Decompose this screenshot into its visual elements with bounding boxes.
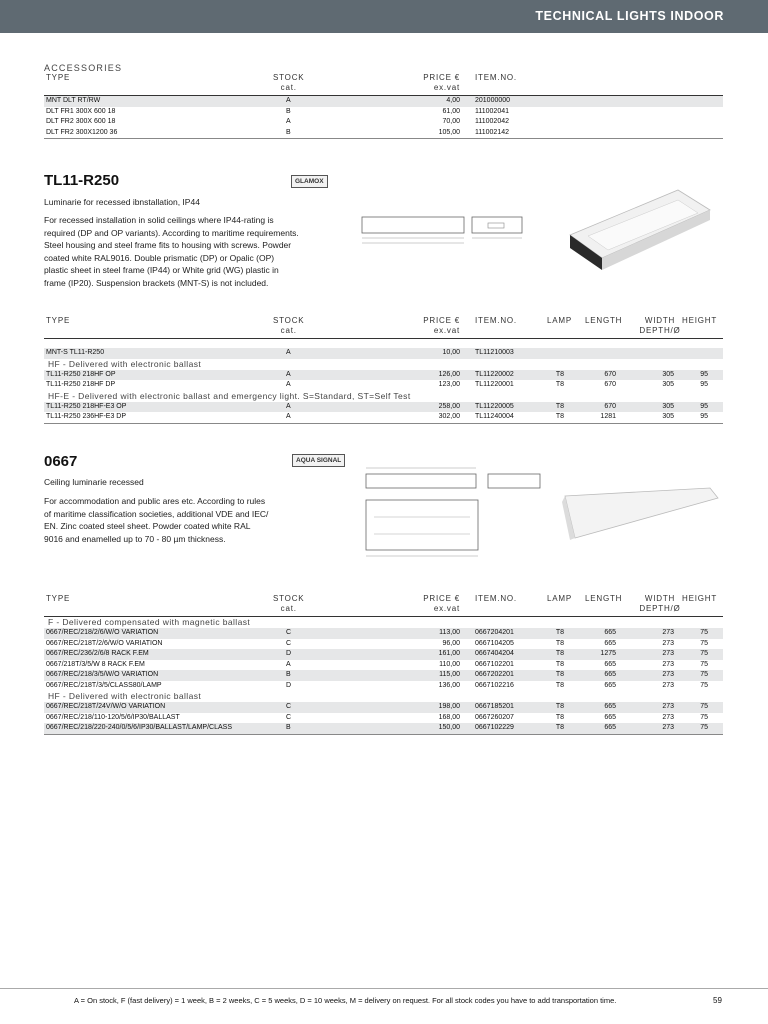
- cell-width: 273: [662, 650, 674, 657]
- description-line: of maritime classification societies, additional VDE and IEC/: [44, 508, 269, 519]
- cell-price: 136,00: [438, 681, 460, 689]
- cell-item: 0667102216: [475, 681, 514, 689]
- table-row: [44, 117, 723, 128]
- cell-length: 665: [604, 660, 616, 668]
- cell-type: DLT FR1 300X 600 18: [46, 107, 116, 115]
- cell-length: 665: [604, 724, 616, 731]
- cell-length: 665: [604, 629, 616, 636]
- cell-item: 111002041: [475, 107, 509, 115]
- description-line: Steel housing and steel frame fits to housing with screws. Powder: [44, 240, 292, 251]
- accessories-caption: ACCESSORIES: [44, 63, 123, 73]
- col-lamp: LAMP: [547, 594, 572, 603]
- cell-type: TL11-R250 218HF DP: [46, 381, 116, 388]
- col-item: ITEM.NO.: [475, 594, 517, 603]
- p0667-table-header: [44, 594, 723, 617]
- header-banner: [0, 0, 768, 33]
- cell-lamp: T8: [555, 413, 565, 420]
- table-row: [44, 681, 723, 692]
- cell-price: 150,00: [438, 724, 460, 731]
- table-row: [44, 128, 723, 139]
- col-price: PRICE € ex.vat: [423, 73, 460, 92]
- col-length: LENGTH: [585, 594, 623, 603]
- cell-lamp: T8: [555, 713, 565, 721]
- description-line: EN. Zinc coated steel sheet. Powder coated white RAL: [44, 521, 251, 532]
- table-row: [44, 412, 723, 423]
- page-number: 59: [713, 996, 722, 1005]
- description-line: coated white RAL9016. Double prismatic (DP) or Opalic (OP): [44, 252, 275, 263]
- cell-height: 75: [700, 681, 708, 689]
- col-price: PRICE € ex.vat: [423, 594, 460, 613]
- cell-width: 273: [662, 681, 674, 689]
- cell-type: 0667/REC/236/2/6/8 RACK F.EM: [46, 650, 149, 657]
- cell-type: DLT FR2 300X1200 36: [46, 128, 118, 136]
- cell-lamp: T8: [555, 660, 565, 668]
- tl11-title: TL11-R250: [44, 172, 120, 189]
- cell-price: 115,00: [439, 671, 460, 678]
- cell-type: 0667/REC/218/2/6/W/O VARIATION: [46, 629, 159, 636]
- cell-price: 302,00: [438, 413, 460, 420]
- table-row: [44, 723, 723, 734]
- cell-item: 201000000: [475, 97, 511, 104]
- cell-type: 0667/REC/218T/24V/W/O VARIATION: [46, 703, 166, 710]
- cell-stock: A: [286, 660, 291, 668]
- cell-length: 1275: [600, 650, 616, 657]
- row-divider: [44, 734, 723, 735]
- cell-lamp: T8: [555, 703, 565, 710]
- cell-width: 273: [662, 713, 674, 721]
- cell-type: 0667/REC/218T/3/5/CLASS80/LAMP: [46, 681, 162, 689]
- col-item: ITEM.NO.: [475, 316, 517, 325]
- col-lamp: LAMP: [547, 316, 572, 325]
- cell-price: 110,00: [439, 660, 460, 668]
- tl11-table: [44, 316, 723, 424]
- cell-price: 61,00: [442, 107, 460, 115]
- cell-type: TL11-R250 236HF-E3 DP: [46, 413, 127, 420]
- cell-height: 95: [700, 370, 708, 378]
- cell-lamp: T8: [555, 402, 565, 410]
- cell-lamp: T8: [555, 724, 565, 731]
- cell-stock: A: [286, 349, 291, 356]
- accessories-table-header: [44, 73, 723, 96]
- cell-width: 305: [662, 402, 674, 410]
- table-row: [44, 628, 723, 639]
- cell-type: DLT FR2 300X 600 18: [46, 118, 116, 125]
- p0667-table: [44, 594, 723, 735]
- cell-width: 273: [662, 639, 674, 647]
- col-type: TYPE: [46, 594, 71, 603]
- cell-type: 0667/REC/218/3/5/W/O VARIATION: [46, 671, 159, 678]
- cell-width: 273: [662, 660, 674, 668]
- description-line: plastic sheet in steel frame (IP44) or White grid (WG) plastic in: [44, 265, 279, 276]
- col-type: TYPE: [46, 316, 71, 325]
- cell-price: 126,00: [438, 370, 460, 378]
- p0667-technical-drawing: [360, 462, 550, 562]
- cell-price: 198,00: [438, 703, 460, 710]
- col-stock: STOCK cat.: [273, 316, 305, 335]
- cell-type: 0667/REC/218/110-120/5/6/IP30/BALLAST: [46, 713, 180, 721]
- cell-type: MNT-S TL11-R250: [46, 349, 105, 356]
- cell-height: 95: [700, 402, 708, 410]
- cell-width: 273: [662, 629, 674, 636]
- table-row: [44, 402, 723, 413]
- table-row: [44, 370, 723, 381]
- cell-type: MNT DLT RT/RW: [46, 97, 101, 104]
- cell-lamp: T8: [555, 370, 565, 378]
- cell-stock: D: [286, 650, 292, 657]
- p0667-product-photo: [560, 478, 720, 548]
- cell-height: 75: [700, 660, 708, 668]
- row-divider: [44, 423, 723, 424]
- cell-stock: B: [286, 724, 291, 731]
- header-title: TECHNICAL LIGHTS INDOOR: [535, 9, 724, 23]
- aqua-signal-logo: AQUA SIGNAL: [292, 454, 345, 467]
- cell-item: 111002142: [475, 128, 509, 136]
- tl11-technical-drawing: [360, 205, 530, 255]
- tl11-rows: [44, 348, 723, 424]
- cell-price: 105,00: [438, 128, 460, 136]
- col-stock: STOCK cat.: [273, 594, 305, 613]
- cell-price: 168,00: [438, 713, 460, 721]
- cell-height: 75: [700, 650, 708, 657]
- cell-item: TL11220005: [475, 402, 514, 410]
- cell-stock: A: [286, 402, 291, 410]
- cell-width: 273: [662, 671, 674, 678]
- col-stock: STOCK cat.: [273, 73, 305, 92]
- cell-type: TL11-R250 218HF OP: [46, 370, 116, 378]
- cell-price: 258,00: [438, 402, 460, 410]
- cell-length: 665: [604, 639, 616, 647]
- cell-price: 96,00: [442, 639, 460, 647]
- cell-item: 0667202201: [475, 671, 514, 678]
- cell-item: TL11220001: [475, 381, 514, 388]
- cell-lamp: T8: [555, 629, 565, 636]
- cell-price: 4,00: [446, 97, 460, 104]
- cell-height: 75: [700, 671, 708, 678]
- cell-lamp: T8: [555, 681, 565, 689]
- cell-price: 113,00: [439, 629, 460, 636]
- cell-stock: A: [286, 381, 291, 388]
- cell-type: 0667/REC/218/220-240/0/5/6/IP30/BALLAST/LAMP/CLASS: [46, 724, 233, 731]
- cell-item: 0667260207: [475, 713, 514, 721]
- cell-stock: A: [286, 370, 291, 378]
- table-row: [44, 380, 723, 391]
- cell-item: 111002042: [475, 118, 509, 125]
- cell-height: 75: [700, 713, 708, 721]
- p0667-description: [44, 495, 344, 545]
- cell-length: 670: [604, 402, 616, 410]
- cell-item: TL11210003: [475, 349, 514, 356]
- cell-stock: C: [286, 703, 292, 710]
- table-row: [44, 639, 723, 650]
- cell-price: 70,00: [442, 118, 460, 125]
- col-height: HEIGHT: [682, 594, 718, 603]
- cell-stock: B: [286, 128, 291, 136]
- cell-stock: C: [286, 713, 292, 721]
- tl11-table-header: [44, 316, 723, 339]
- cell-item: 0667102201: [475, 660, 514, 668]
- tl11-description: [44, 214, 344, 290]
- table-row: [44, 348, 723, 359]
- cell-lamp: T8: [555, 381, 565, 388]
- p0667-rows: [44, 617, 723, 735]
- table-row: [44, 649, 723, 660]
- table-row: [44, 702, 723, 713]
- cell-lamp: T8: [555, 671, 565, 678]
- cell-item: TL11220002: [475, 370, 514, 378]
- group-heading: HF - Delivered with electronic ballast: [48, 358, 202, 369]
- cell-height: 75: [700, 703, 708, 710]
- cell-height: 75: [700, 639, 708, 647]
- cell-stock: C: [286, 639, 292, 647]
- col-width: WIDTH DEPTH/Ø: [639, 316, 681, 335]
- footer-divider: [0, 988, 768, 989]
- cell-type: 0667/218T/3/5/W 8 RACK F.EM: [46, 660, 145, 668]
- col-price: PRICE € ex.vat: [423, 316, 460, 335]
- description-line: For recessed installation in solid ceilings where IP44-rating is: [44, 215, 274, 225]
- cell-price: 10,00: [442, 349, 460, 356]
- cell-stock: A: [286, 97, 291, 104]
- cell-stock: D: [286, 681, 292, 689]
- glamox-logo: GLAMOX: [291, 175, 328, 188]
- description-line: frame (IP20). Suspension brackets (MNT-S) is not included.: [44, 277, 269, 288]
- cell-item: 0667404204: [475, 650, 514, 657]
- cell-price: 161,00: [438, 650, 460, 657]
- tl11-product-photo: [560, 180, 720, 280]
- cell-lamp: T8: [555, 650, 565, 657]
- description-line: For accommodation and public ares etc. According to rules: [44, 496, 266, 506]
- cell-height: 95: [700, 381, 708, 388]
- cell-width: 305: [662, 381, 674, 388]
- table-row: [44, 670, 723, 681]
- cell-type: TL11-R250 218HF-E3 OP: [46, 402, 127, 410]
- p0667-title: 0667: [44, 453, 78, 470]
- cell-item: TL11240004: [475, 413, 514, 420]
- cell-length: 665: [604, 703, 616, 710]
- cell-stock: A: [286, 118, 291, 125]
- cell-price: 123,00: [438, 381, 460, 388]
- cell-length: 665: [604, 713, 616, 721]
- row-divider: [44, 138, 723, 139]
- description-line: 9016 and enamelled up to 70 - 80 µm thickness.: [44, 533, 226, 544]
- cell-length: 665: [604, 681, 616, 689]
- cell-lamp: T8: [555, 639, 565, 647]
- table-row: [44, 713, 723, 724]
- cell-stock: C: [286, 629, 292, 636]
- group-heading: HF-E - Delivered with electronic ballast and emergency light. S=Standard, ST=Self Test: [48, 390, 411, 401]
- col-height: HEIGHT: [682, 316, 718, 325]
- cell-stock: B: [286, 671, 291, 678]
- cell-type: 0667/REC/218T/2/6/W/O VARIATION: [46, 639, 163, 647]
- cell-item: 0667185201: [475, 703, 514, 710]
- footer-stock-note: A = On stock, F (fast delivery) = 1 week, B = 2 weeks, C = 5 weeks, D = 10 weeks, M = delivery on request. For all stock codes you have to add transportation time.: [74, 996, 617, 1005]
- table-row: [44, 96, 723, 107]
- cell-item: 0667102229: [475, 724, 514, 731]
- cell-width: 305: [662, 370, 674, 378]
- cell-item: 0667204201: [475, 629, 514, 636]
- cell-stock: A: [286, 413, 291, 420]
- cell-length: 1281: [600, 413, 616, 420]
- cell-stock: B: [286, 107, 291, 115]
- description-line: required (DP and OP variants). According to maritime requirements.: [44, 227, 299, 238]
- cell-width: 273: [662, 703, 674, 710]
- cell-height: 75: [700, 629, 708, 636]
- cell-length: 670: [604, 381, 616, 388]
- table-row: [44, 107, 723, 118]
- cell-width: 273: [662, 724, 674, 731]
- col-width: WIDTH DEPTH/Ø: [639, 594, 681, 613]
- cell-length: 670: [604, 370, 616, 378]
- accessories-section: [44, 63, 723, 139]
- group-heading: F - Delivered compensated with magnetic ballast: [48, 617, 251, 627]
- p0667-subtitle: Ceiling luminarie recessed: [44, 477, 144, 487]
- cell-height: 75: [700, 724, 708, 731]
- cell-item: 0667104205: [475, 639, 514, 647]
- col-length: LENGTH: [585, 316, 623, 325]
- cell-width: 305: [662, 413, 674, 420]
- group-heading: HF - Delivered with electronic ballast: [48, 691, 202, 701]
- cell-length: 665: [604, 671, 616, 678]
- table-row: [44, 660, 723, 671]
- col-type: TYPE: [46, 73, 71, 82]
- col-item: ITEM.NO.: [475, 73, 517, 82]
- accessories-rows: [44, 96, 723, 139]
- cell-height: 95: [700, 413, 708, 420]
- tl11-subtitle: Luminarie for recessed ibnstallation, IP44: [44, 197, 200, 207]
